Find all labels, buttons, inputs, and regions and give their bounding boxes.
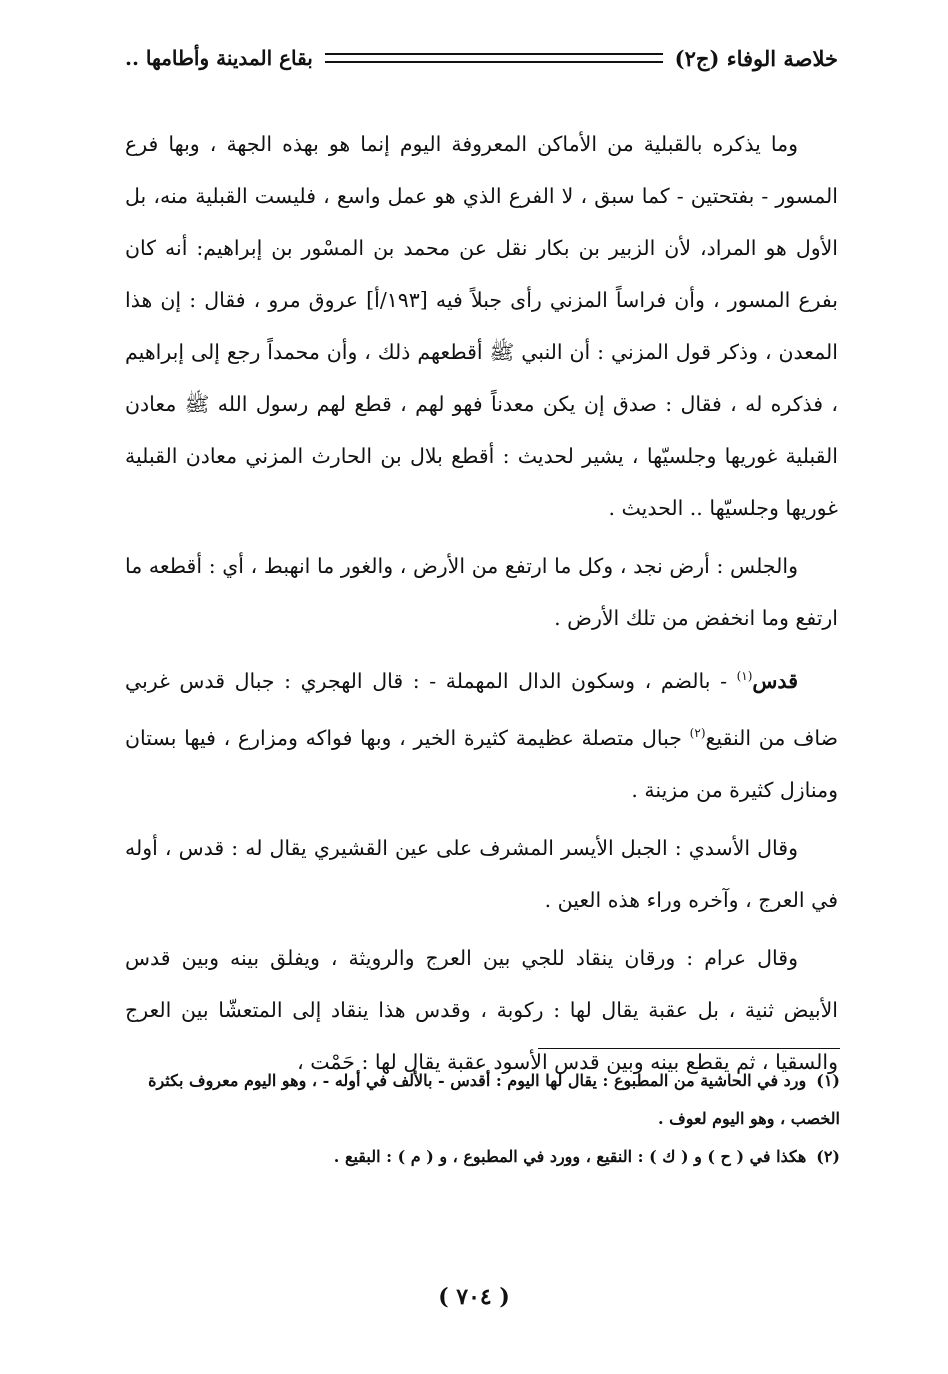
paragraph-text: - بالضم ، وسكون الدال المهملة - : قال الهجري : جبال قدس غربي ضاف من النقيع: [125, 668, 838, 750]
footnotes: [125, 1062, 840, 1176]
chapter-title: بقاع المدينة وأطامها ..: [125, 46, 313, 70]
running-header: [125, 40, 838, 76]
paragraph-text: والجلس : أرض نجد ، وكل ما ارتفع من الأرض ، والغور ما انهبط ، أي : أقطعه ما ارتفع وما انخفض من تلك الأرض .: [125, 554, 838, 630]
entry-headword: قدس: [752, 668, 798, 693]
paragraph-text: وقال الأسدي : الجبل الأيسر المشرف على عين القشيري يقال له : قدس ، أوله في العرج ، وآخره وراء هذه العين .: [125, 835, 838, 912]
footnote-ref: (١): [736, 669, 753, 683]
footnote: [125, 1138, 840, 1176]
footnote: [125, 1062, 840, 1138]
paragraph: [125, 822, 838, 926]
footnote-ref: (٢): [689, 725, 706, 740]
footnote-text: ورد في الحاشية من المطبوع : يقال لها اليوم : أقدس - بالألف في أوله - ، وهو اليوم معروف بكثرة الخصب ، وهو اليوم لعوف .: [148, 1071, 840, 1128]
paragraph: [125, 118, 838, 534]
paragraph-text: وما يذكره بالقبلية من الأماكن المعروفة اليوم إنما هو بهذه الجهة ، وبها فرع المسور - بفتحتين - كما سبق ، لا الفرع الذي هو عمل واسع ، فليست القبلية منه، بل الأول هو المراد، لأن الزبير بن بكار نقل عن محمد بن المسْور بن إبراهيم: أنه كان بفرع المسور ، وأن فراساً المزني رأى جبلاً فيه [١٩٣/أ] عروق مرو ، فقال : إن هذا المعدن ، وذكر قول المزني : أن النبي ﷺ أقطعهم ذلك ، وأن محمداً رجع إلى إبراهيم ، فذكره له ، فقال : صدق إن يكن معدناً فهو لهم ، قطع لهم رسول الله ﷺ معادن القبلية غوريها وجلسيّها ، يشير لحديث : أقطع بلال بن الحارث المزني معادن القبلية غوريها وجلسيّها .. الحديث .: [125, 132, 839, 520]
header-rule: [325, 53, 663, 63]
page-number: ( ٧٠٤ ): [438, 1284, 510, 1310]
footnote-separator: [538, 1048, 840, 1049]
paragraph-text: جبال متصلة عظيمة كثيرة الخير ، وبها فواكه ومزارع ، فيها بستان ومنازل كثيرة من مزينة .: [125, 725, 838, 802]
footnote-text: هكذا في ( ح ) و ( ك ) : النقيع ، وورد في المطبوع ، و ( م ) : البقيع .: [333, 1147, 807, 1166]
footnote-number: (٢): [816, 1147, 840, 1166]
main-text: [125, 118, 838, 1094]
paragraph-text: وقال عرام : ورقان ينقاد للجي بين العرج والرويثة ، ويفلق بينه وبين قدس الأبيض ثنية ، بل عقبة يقال لها : ركوبة ، وقدس هذا ينقاد إلى المتعشّا بين العرج والسقيا ، ثم يقطع بينه وبين قدس الأسود عقبة يقال لها : حَمْت ،: [125, 945, 838, 1074]
footnote-number: (١): [816, 1071, 840, 1090]
book-title: خلاصة الوفاء (ج٢): [674, 45, 838, 71]
paragraph: [125, 650, 838, 816]
paragraph: [125, 540, 838, 644]
